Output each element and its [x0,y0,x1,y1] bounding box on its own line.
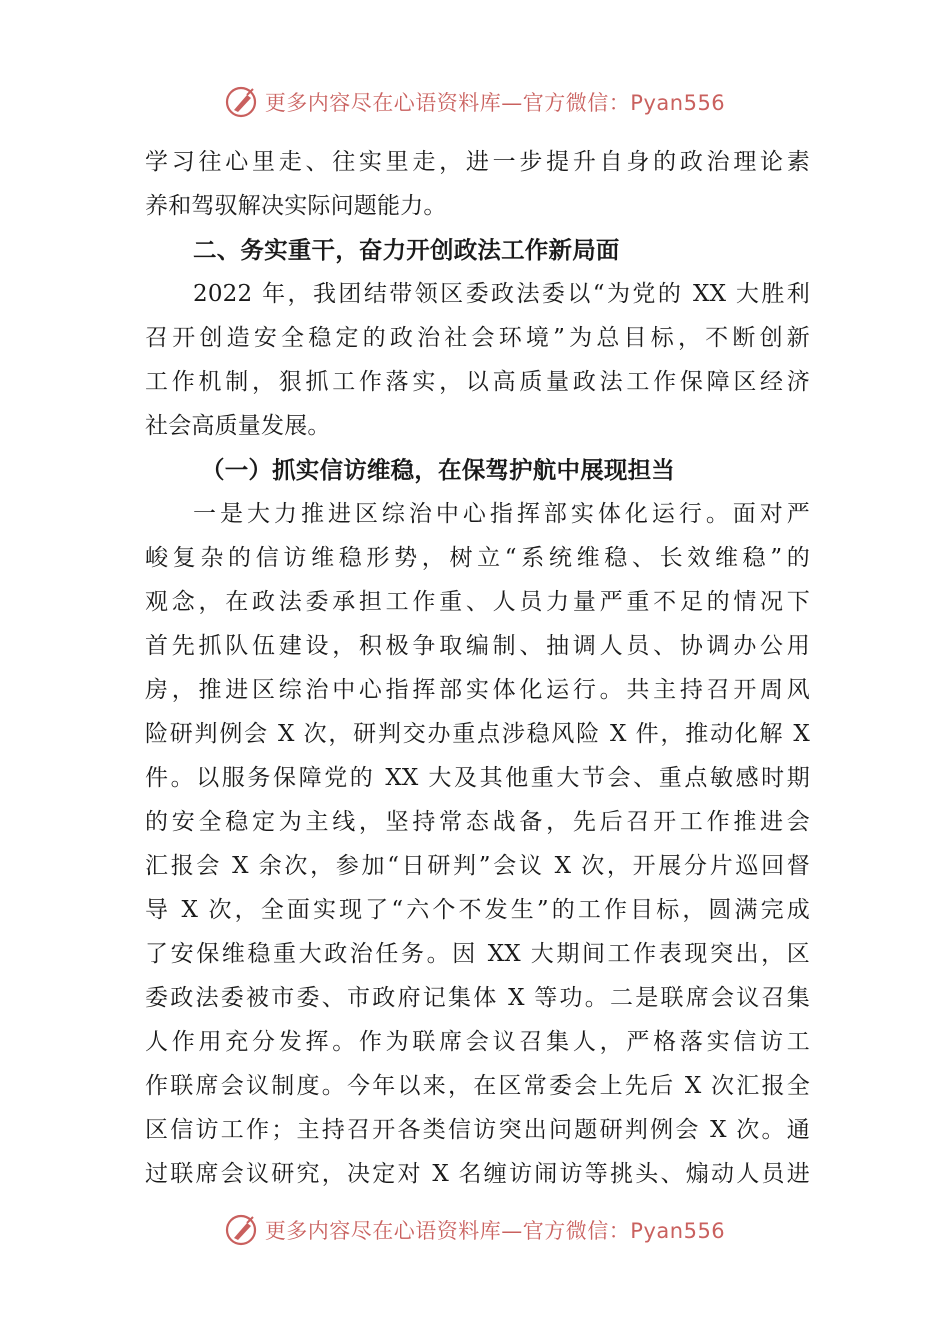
body-line: 工作机制，狠抓工作落实，以高质量政法工作保障区经济 [145,369,810,395]
body-line: 学习往心里走、往实里走，进一步提升自身的政治理论素 [145,149,810,175]
watermark-text: 更多内容尽在心语资料库—官方微信：Pyan556 [264,1219,726,1243]
body-line: 首先抓队伍建设，积极争取编制、抽调人员、协调办公用 [145,633,810,659]
body-line: 2022 年，我团结带领区委政法委以“为党的 XX 大胜利 [193,281,810,307]
footer-watermark-banner [0,1208,950,1252]
body-line: 观念，在政法委承担工作重、人员力量严重不足的情况下 [145,589,810,615]
pen-circle-icon [225,1213,259,1247]
body-line: 房，推进区综治中心指挥部实体化运行。共主持召开周风 [145,677,810,703]
pen-circle-icon [225,85,259,119]
body-line: 件。以服务保障党的 XX 大及其他重大节会、重点敏感时期 [145,765,810,791]
document-body [145,140,810,1196]
body-line: 导 X 次，全面实现了“六个不发生”的工作目标，圆满完成 [145,897,810,923]
body-line: 委政法委被市委、市政府记集体 X 等功。二是联席会议召集 [145,985,810,1011]
body-line: 社会高质量发展。 [145,413,331,439]
body-line: 一是大力推进区综治中心指挥部实体化运行。面对严 [193,501,810,527]
body-line: 养和驾驭解决实际问题能力。 [145,193,447,219]
body-line: 召开创造安全稳定的政治社会环境”为总目标，不断创新 [145,325,810,351]
section-heading: 二、务实重干，奋力开创政法工作新局面 [193,236,620,264]
subsection-heading: （一）抓实信访维稳，在保驾护航中展现担当 [201,456,675,484]
watermark-text: 更多内容尽在心语资料库—官方微信：Pyan556 [264,91,726,115]
body-line: 的安全稳定为主线，坚持常态战备，先后召开工作推进会 [145,809,810,835]
body-line: 区信访工作；主持召开各类信访突出问题研判例会 X 次。通 [145,1117,810,1143]
body-line: 人作用充分发挥。作为联席会议召集人，严格落实信访工 [145,1029,810,1055]
body-line: 作联席会议制度。今年以来，在区常委会上先后 X 次汇报全 [145,1073,810,1099]
body-line: 过联席会议研究，决定对 X 名缠访闹访等挑头、煽动人员进 [145,1161,810,1187]
body-line: 了安保维稳重大政治任务。因 XX 大期间工作表现突出，区 [145,941,810,967]
body-line: 汇报会 X 余次，参加“日研判”会议 X 次，开展分片巡回督 [145,853,810,879]
header-watermark-banner [0,80,950,124]
body-line: 峻复杂的信访维稳形势，树立“系统维稳、长效维稳”的 [145,545,810,571]
body-line: 险研判例会 X 次，研判交办重点涉稳风险 X 件，推动化解 X [145,721,810,747]
